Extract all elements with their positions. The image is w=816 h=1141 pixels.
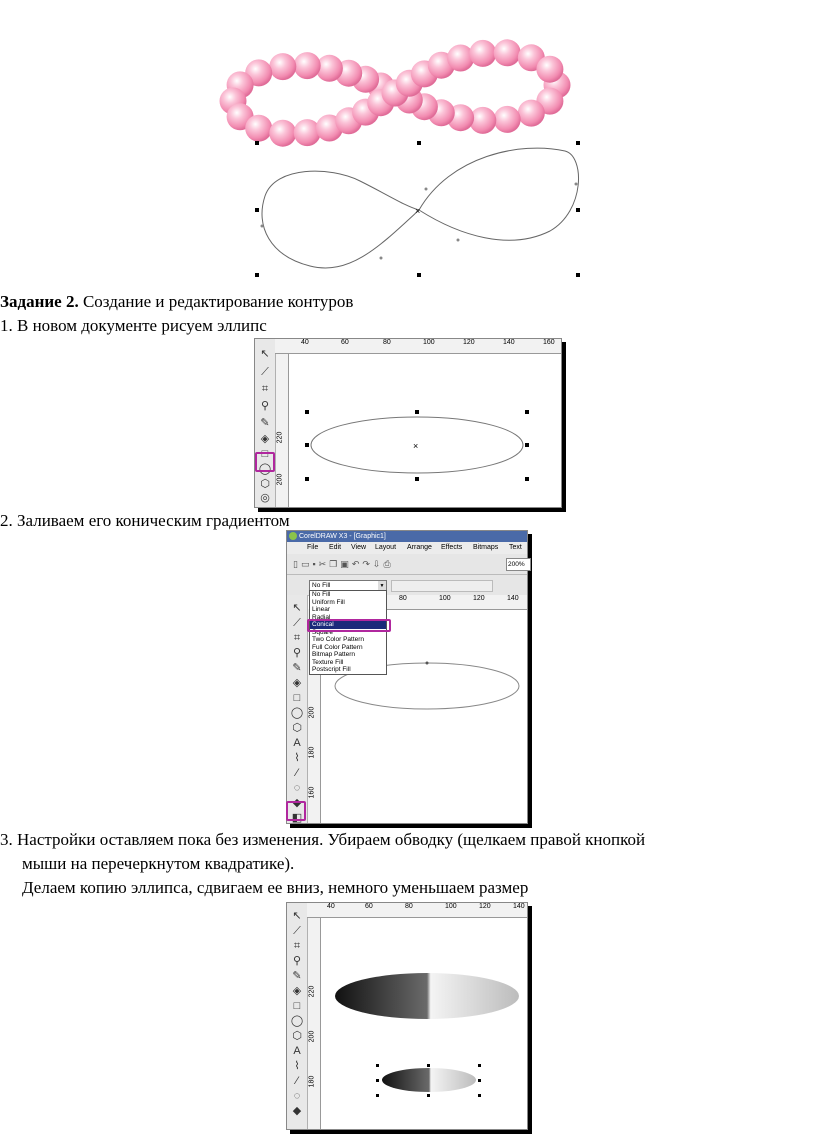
freehand-tool-icon[interactable]: ✎ — [292, 662, 302, 674]
ruler-tick: 140 — [507, 595, 519, 602]
interactive-fill-highlight — [286, 801, 306, 821]
crop-tool-icon[interactable]: ⌗ — [293, 632, 301, 644]
ruler-tick: 160 — [543, 339, 555, 346]
zoom-tool-icon[interactable]: ⚲ — [292, 647, 302, 659]
pick-tool-icon[interactable]: ↖ — [292, 602, 302, 614]
ruler-tick: 160 — [308, 786, 316, 799]
conical-option-highlight — [307, 619, 391, 632]
svg-text:×: × — [413, 441, 419, 451]
fill-option-conical[interactable]: Conical — [310, 621, 386, 629]
menu-view[interactable]: View — [351, 544, 367, 551]
ruler-tick: 60 — [341, 339, 349, 346]
fill-option-radial[interactable]: Radial — [312, 613, 331, 621]
rectangle-tool-icon[interactable]: □ — [293, 1000, 301, 1012]
copy-icon[interactable]: ❐ — [329, 559, 341, 569]
ruler-tick: 220 — [276, 431, 284, 444]
fill-option-two-color-pattern[interactable]: Two Color Pattern — [312, 636, 365, 643]
polygon-tool-icon[interactable]: ⬡ — [260, 478, 270, 490]
ruler-tick: 120 — [463, 339, 475, 346]
rectangle-tool-icon[interactable]: □ — [293, 692, 301, 704]
ruler-tick: 180 — [308, 1075, 316, 1088]
disabled-controls — [391, 580, 493, 592]
import-icon[interactable]: ⇩ — [372, 559, 384, 569]
crop-tool-icon[interactable]: ⌗ — [293, 940, 301, 952]
step-3-text-1: 3. Настройки оставляем пока без изменения. Убираем обводку (щелкаем правой кнопкой — [0, 830, 646, 849]
text-tool-icon[interactable]: A — [293, 737, 301, 749]
ruler-tick: 80 — [399, 595, 407, 602]
ruler-tick: 100 — [445, 903, 457, 910]
pearl-bead — [469, 40, 496, 67]
ruler-tick: 180 — [308, 746, 316, 759]
pearl-beads — [220, 39, 571, 146]
menu-file[interactable]: File — [307, 544, 319, 551]
fill-type-dropdown — [309, 590, 387, 675]
pick-tool-icon[interactable]: ↖ — [260, 348, 270, 360]
ellipse-tool-highlight — [255, 452, 275, 472]
svg-text:×: × — [415, 206, 421, 216]
toolbox — [255, 339, 276, 507]
step-1-text: 1. В новом документе рисуем эллипс — [0, 316, 267, 335]
fill-option-full-color-pattern[interactable]: Full Color Pattern — [312, 643, 363, 651]
menu-layout[interactable]: Layout — [375, 544, 397, 551]
app-icon — [289, 532, 297, 540]
fill-option-postscript[interactable]: Postscript Fill — [312, 666, 351, 673]
step-2-text: 2. Заливаем его коническим градиентом — [0, 511, 290, 530]
ruler-tick: 120 — [473, 595, 485, 602]
fill-tool-icon[interactable]: ◆ — [292, 797, 302, 809]
zoom-field[interactable] — [506, 558, 531, 571]
step-3-text-2: мыши на перечеркнутом квадратике). — [22, 854, 295, 873]
interactive-fill-icon[interactable]: ◧ — [291, 812, 303, 824]
vertical-ruler — [308, 918, 321, 1129]
step-3-text-3: Делаем копию эллипса, сдвигаем ее вниз, немного уменьшаем размер — [22, 878, 529, 897]
menu-edit[interactable]: Edit — [329, 544, 342, 551]
screenshot-ellipse — [254, 338, 562, 508]
smart-fill-icon[interactable]: ◈ — [292, 677, 302, 689]
pearl-bead — [447, 45, 474, 72]
ruler-tick: 200 — [308, 706, 316, 719]
menu-effects[interactable]: Effects — [441, 544, 463, 551]
pick-tool-icon[interactable]: ↖ — [292, 910, 302, 922]
ruler-tick: 220 — [308, 985, 316, 998]
crop-tool-icon[interactable]: ⌗ — [261, 383, 269, 395]
conical-ellipse-copy — [382, 1068, 476, 1092]
paste-icon[interactable]: ▣ — [340, 559, 352, 569]
freehand-tool-icon[interactable]: ✎ — [292, 970, 302, 982]
fill-type-value: No Fill — [312, 582, 331, 589]
pearl-bead — [294, 52, 321, 79]
outline-tool-icon[interactable]: ◌ — [293, 782, 301, 794]
menu-bar — [287, 542, 527, 554]
open-icon[interactable]: ▭ — [300, 559, 313, 569]
ruler-tick: 120 — [479, 903, 491, 910]
horizontal-ruler — [307, 903, 527, 918]
fill-option-texture[interactable]: Texture Fill — [312, 658, 344, 666]
ruler-tick: 200 — [308, 1030, 316, 1043]
horizontal-ruler — [275, 339, 561, 354]
screenshot-conical-fill — [286, 530, 528, 824]
zoom-tool-icon[interactable]: ⚲ — [292, 955, 302, 967]
window-title-bar — [287, 531, 527, 542]
fill-option-linear[interactable]: Linear — [312, 606, 331, 613]
rectangle-tool-icon[interactable]: □ — [261, 448, 269, 460]
pearl-bead — [269, 53, 296, 80]
pearl-bead — [494, 106, 521, 133]
polygon-tool-icon[interactable]: ⬡ — [292, 1030, 302, 1042]
pearl-bead — [518, 100, 545, 127]
eyedropper-icon[interactable]: ⁄ — [296, 767, 298, 779]
undo-icon[interactable]: ↶ — [351, 559, 363, 569]
shape-tool-icon[interactable]: ⟋ — [293, 925, 301, 937]
task-heading-text: Создание и редактирование контуров — [78, 292, 354, 311]
save-icon[interactable]: ▪ — [312, 559, 319, 569]
spiral-tool-icon[interactable]: ◎ — [260, 492, 270, 504]
toolbox — [287, 903, 308, 1129]
text-tool-icon[interactable]: A — [293, 1045, 301, 1057]
eyedropper-icon[interactable]: ⁄ — [296, 1075, 298, 1087]
smart-fill-icon[interactable]: ◈ — [260, 433, 270, 445]
ellipse-canvas — [321, 918, 527, 1129]
chevron-down-icon[interactable]: ▼ — [379, 583, 385, 589]
interactive-tool-icon[interactable]: ⌇ — [294, 1060, 300, 1072]
ruler-tick: 80 — [405, 903, 413, 910]
task-heading-bold: Задание 2. — [0, 292, 79, 311]
menu-bitmaps[interactable]: Bitmaps — [473, 544, 499, 551]
task-heading — [0, 292, 353, 312]
ellipse-tool-icon[interactable]: ◯ — [290, 1015, 304, 1027]
fill-option-uniform[interactable]: Uniform Fill — [312, 598, 345, 606]
fill-option-bitmap-pattern[interactable]: Bitmap Pattern — [312, 651, 355, 658]
print-icon[interactable]: ⎙ — [383, 559, 394, 569]
ruler-tick: 100 — [423, 339, 435, 346]
ruler-tick: 80 — [383, 339, 391, 346]
smart-fill-icon[interactable]: ◈ — [292, 985, 302, 997]
new-icon[interactable]: ▯ — [293, 559, 301, 569]
redo-icon[interactable]: ↷ — [362, 559, 373, 569]
cut-icon[interactable]: ✂ — [318, 559, 330, 569]
ruler-tick: 100 — [439, 595, 451, 602]
freehand-tool-icon[interactable]: ✎ — [260, 417, 270, 429]
ellipse-canvas — [289, 354, 561, 507]
ellipse-tool-icon[interactable]: ◯ — [258, 463, 272, 475]
ruler-tick: 200 — [276, 473, 284, 486]
pearl-bead — [494, 39, 521, 66]
shape-tool-icon[interactable]: ⟋ — [261, 366, 269, 378]
fill-option-square[interactable]: Square — [312, 628, 333, 636]
infinity-contour-image — [250, 136, 590, 281]
screenshot-ellipse-copy — [286, 902, 528, 1130]
ruler-tick: 40 — [301, 339, 309, 346]
fill-tool-icon[interactable]: ◆ — [292, 1105, 302, 1117]
standard-toolbar — [287, 554, 527, 575]
fill-option-no-fill[interactable]: No Fill — [312, 591, 331, 598]
toolbox — [287, 595, 308, 823]
zoom-value: 200% — [508, 561, 525, 568]
interactive-tool-icon[interactable]: ⌇ — [294, 752, 300, 764]
vertical-ruler — [276, 354, 289, 507]
conical-ellipse-large — [335, 973, 519, 1019]
polygon-tool-icon[interactable]: ⬡ — [292, 722, 302, 734]
shape-tool-icon[interactable]: ⟋ — [293, 617, 301, 629]
window-title: CorelDRAW X3 - [Graphic1] — [299, 533, 386, 540]
ellipse-tool-icon[interactable]: ◯ — [290, 707, 304, 719]
ruler-tick: 140 — [513, 903, 525, 910]
ruler-tick: 140 — [503, 339, 515, 346]
outline-tool-icon[interactable]: ◌ — [293, 1090, 301, 1102]
pearl-bead — [536, 56, 563, 83]
menu-arrange[interactable]: Arrange — [407, 544, 432, 551]
zoom-tool-icon[interactable]: ⚲ — [260, 400, 270, 412]
ruler-tick: 60 — [365, 903, 373, 910]
ruler-tick: 40 — [327, 903, 335, 910]
menu-text[interactable]: Text — [509, 544, 522, 551]
